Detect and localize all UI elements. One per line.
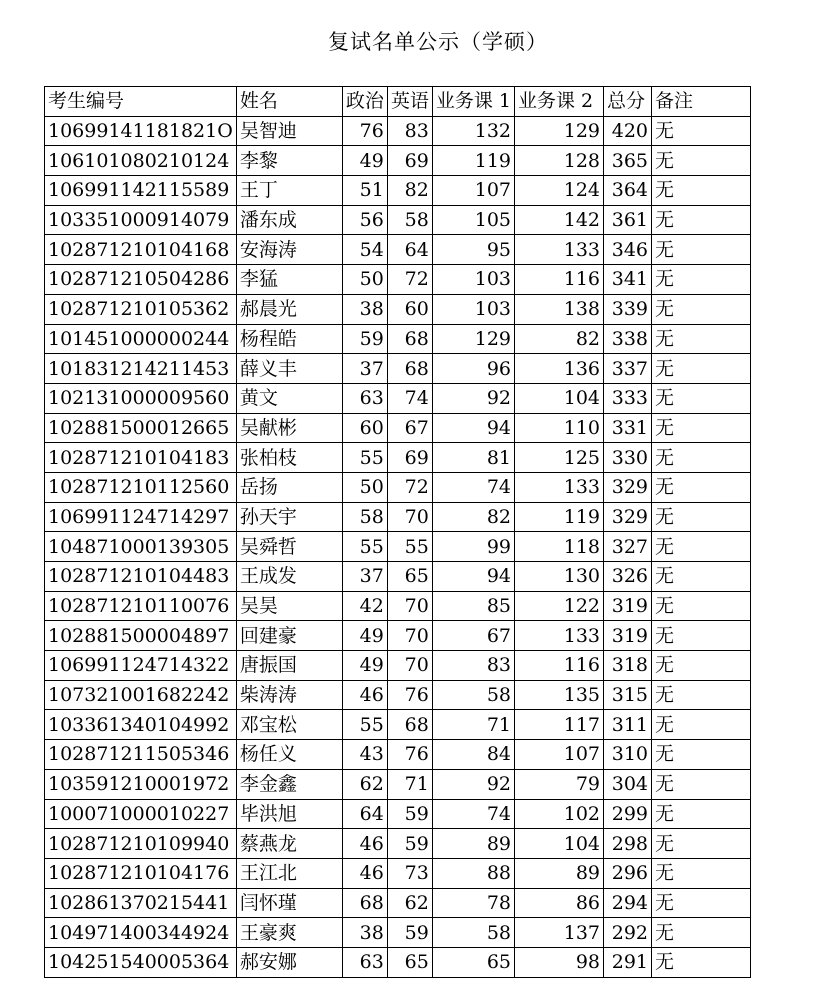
cell-total: 420 bbox=[604, 116, 652, 146]
table-header-row bbox=[45, 87, 751, 117]
cell-note: 无 bbox=[652, 413, 751, 443]
cell-course-1: 107 bbox=[432, 176, 514, 206]
header-english: 英语 bbox=[387, 87, 432, 117]
cell-total: 327 bbox=[604, 532, 652, 562]
cell-note: 无 bbox=[652, 502, 751, 532]
cell-candidate-id: 101831214211453 bbox=[45, 354, 237, 384]
cell-english: 68 bbox=[387, 710, 432, 740]
cell-total: 337 bbox=[604, 354, 652, 384]
cell-note: 无 bbox=[652, 621, 751, 651]
cell-english: 70 bbox=[387, 621, 432, 651]
cell-note: 无 bbox=[652, 176, 751, 206]
cell-politics: 55 bbox=[342, 532, 387, 562]
cell-total: 339 bbox=[604, 294, 652, 324]
cell-note: 无 bbox=[652, 472, 751, 502]
cell-course-1: 119 bbox=[432, 146, 514, 176]
cell-course-2: 82 bbox=[515, 324, 604, 354]
cell-politics: 62 bbox=[342, 769, 387, 799]
cell-total: 294 bbox=[604, 888, 652, 918]
cell-name: 邓宝松 bbox=[236, 710, 342, 740]
cell-course-2: 136 bbox=[515, 354, 604, 384]
table-row bbox=[45, 324, 751, 354]
table-row bbox=[45, 680, 751, 710]
cell-name: 岳扬 bbox=[236, 472, 342, 502]
cell-candidate-id: 104251540005364 bbox=[45, 947, 237, 977]
header-course-2: 业务课 2 bbox=[515, 87, 604, 117]
cell-note: 无 bbox=[652, 918, 751, 948]
cell-politics: 63 bbox=[342, 947, 387, 977]
cell-name: 吴献彬 bbox=[236, 413, 342, 443]
cell-course-1: 81 bbox=[432, 443, 514, 473]
cell-note: 无 bbox=[652, 858, 751, 888]
cell-note: 无 bbox=[652, 265, 751, 295]
cell-name: 柴涛涛 bbox=[236, 680, 342, 710]
cell-total: 333 bbox=[604, 383, 652, 413]
cell-candidate-id: 101451000000244 bbox=[45, 324, 237, 354]
cell-name: 李猛 bbox=[236, 265, 342, 295]
cell-name: 薛义丰 bbox=[236, 354, 342, 384]
cell-note: 无 bbox=[652, 888, 751, 918]
cell-candidate-id: 107321001682242 bbox=[45, 680, 237, 710]
cell-total: 341 bbox=[604, 265, 652, 295]
cell-english: 60 bbox=[387, 294, 432, 324]
cell-english: 68 bbox=[387, 354, 432, 384]
cell-note: 无 bbox=[652, 235, 751, 265]
cell-candidate-id: 10699141181821O bbox=[45, 116, 237, 146]
cell-total: 330 bbox=[604, 443, 652, 473]
cell-politics: 64 bbox=[342, 799, 387, 829]
cell-politics: 59 bbox=[342, 324, 387, 354]
cell-course-2: 104 bbox=[515, 383, 604, 413]
cell-candidate-id: 103591210001972 bbox=[45, 769, 237, 799]
cell-total: 299 bbox=[604, 799, 652, 829]
cell-politics: 46 bbox=[342, 858, 387, 888]
cell-name: 闫怀瑾 bbox=[236, 888, 342, 918]
cell-name: 回建豪 bbox=[236, 621, 342, 651]
header-note: 备注 bbox=[652, 87, 751, 117]
cell-course-1: 83 bbox=[432, 651, 514, 681]
cell-name: 杨任义 bbox=[236, 740, 342, 770]
cell-course-2: 133 bbox=[515, 472, 604, 502]
cell-course-1: 103 bbox=[432, 265, 514, 295]
cell-politics: 55 bbox=[342, 710, 387, 740]
cell-course-2: 116 bbox=[515, 651, 604, 681]
cell-english: 73 bbox=[387, 858, 432, 888]
cell-total: 310 bbox=[604, 740, 652, 770]
cell-politics: 54 bbox=[342, 235, 387, 265]
cell-politics: 60 bbox=[342, 413, 387, 443]
cell-total: 361 bbox=[604, 205, 652, 235]
table-row bbox=[45, 858, 751, 888]
cell-name: 黄文 bbox=[236, 383, 342, 413]
cell-note: 无 bbox=[652, 740, 751, 770]
cell-note: 无 bbox=[652, 562, 751, 592]
cell-total: 298 bbox=[604, 829, 652, 859]
cell-course-1: 92 bbox=[432, 769, 514, 799]
cell-name: 郝晨光 bbox=[236, 294, 342, 324]
cell-course-1: 82 bbox=[432, 502, 514, 532]
cell-course-1: 65 bbox=[432, 947, 514, 977]
cell-politics: 50 bbox=[342, 472, 387, 502]
cell-politics: 43 bbox=[342, 740, 387, 770]
cell-course-2: 133 bbox=[515, 235, 604, 265]
cell-english: 59 bbox=[387, 918, 432, 948]
cell-candidate-id: 102871210104183 bbox=[45, 443, 237, 473]
cell-total: 304 bbox=[604, 769, 652, 799]
table-row bbox=[45, 146, 751, 176]
cell-course-1: 99 bbox=[432, 532, 514, 562]
cell-candidate-id: 104971400344924 bbox=[45, 918, 237, 948]
cell-note: 无 bbox=[652, 591, 751, 621]
cell-name: 吴昊 bbox=[236, 591, 342, 621]
cell-english: 71 bbox=[387, 769, 432, 799]
table-row bbox=[45, 888, 751, 918]
cell-course-1: 58 bbox=[432, 918, 514, 948]
table-row bbox=[45, 176, 751, 206]
cell-politics: 49 bbox=[342, 621, 387, 651]
cell-note: 无 bbox=[652, 324, 751, 354]
header-politics: 政治 bbox=[342, 87, 387, 117]
cell-course-1: 84 bbox=[432, 740, 514, 770]
cell-note: 无 bbox=[652, 146, 751, 176]
table-row bbox=[45, 443, 751, 473]
cell-total: 365 bbox=[604, 146, 652, 176]
cell-course-2: 119 bbox=[515, 502, 604, 532]
cell-total: 292 bbox=[604, 918, 652, 948]
cell-course-2: 142 bbox=[515, 205, 604, 235]
cell-course-1: 89 bbox=[432, 829, 514, 859]
cell-politics: 76 bbox=[342, 116, 387, 146]
cell-course-1: 94 bbox=[432, 413, 514, 443]
cell-course-2: 118 bbox=[515, 532, 604, 562]
cell-course-2: 86 bbox=[515, 888, 604, 918]
cell-course-1: 88 bbox=[432, 858, 514, 888]
cell-candidate-id: 104871000139305 bbox=[45, 532, 237, 562]
cell-politics: 68 bbox=[342, 888, 387, 918]
cell-total: 364 bbox=[604, 176, 652, 206]
cell-course-2: 79 bbox=[515, 769, 604, 799]
cell-politics: 49 bbox=[342, 651, 387, 681]
cell-english: 65 bbox=[387, 947, 432, 977]
table-row bbox=[45, 740, 751, 770]
cell-english: 69 bbox=[387, 146, 432, 176]
cell-name: 王成发 bbox=[236, 562, 342, 592]
cell-candidate-id: 103361340104992 bbox=[45, 710, 237, 740]
cell-politics: 50 bbox=[342, 265, 387, 295]
cell-politics: 56 bbox=[342, 205, 387, 235]
cell-note: 无 bbox=[652, 799, 751, 829]
header-total: 总分 bbox=[604, 87, 652, 117]
cell-english: 70 bbox=[387, 651, 432, 681]
cell-politics: 38 bbox=[342, 294, 387, 324]
cell-politics: 37 bbox=[342, 354, 387, 384]
cell-english: 59 bbox=[387, 799, 432, 829]
cell-note: 无 bbox=[652, 294, 751, 324]
table-row bbox=[45, 562, 751, 592]
cell-note: 无 bbox=[652, 947, 751, 977]
cell-note: 无 bbox=[652, 769, 751, 799]
cell-course-1: 96 bbox=[432, 354, 514, 384]
candidate-table bbox=[44, 86, 751, 978]
table-row bbox=[45, 591, 751, 621]
cell-total: 318 bbox=[604, 651, 652, 681]
cell-course-2: 104 bbox=[515, 829, 604, 859]
cell-english: 58 bbox=[387, 205, 432, 235]
cell-candidate-id: 102871210104168 bbox=[45, 235, 237, 265]
cell-english: 74 bbox=[387, 383, 432, 413]
cell-candidate-id: 102861370215441 bbox=[45, 888, 237, 918]
cell-name: 张柏枝 bbox=[236, 443, 342, 473]
cell-note: 无 bbox=[652, 829, 751, 859]
table-row bbox=[45, 413, 751, 443]
cell-course-2: 102 bbox=[515, 799, 604, 829]
cell-course-2: 117 bbox=[515, 710, 604, 740]
cell-note: 无 bbox=[652, 443, 751, 473]
cell-candidate-id: 102871210104176 bbox=[45, 858, 237, 888]
cell-politics: 58 bbox=[342, 502, 387, 532]
cell-name: 郝安娜 bbox=[236, 947, 342, 977]
cell-course-2: 110 bbox=[515, 413, 604, 443]
table-row bbox=[45, 769, 751, 799]
cell-politics: 63 bbox=[342, 383, 387, 413]
cell-course-1: 132 bbox=[432, 116, 514, 146]
cell-candidate-id: 103351000914079 bbox=[45, 205, 237, 235]
table-row bbox=[45, 621, 751, 651]
cell-english: 67 bbox=[387, 413, 432, 443]
cell-english: 83 bbox=[387, 116, 432, 146]
cell-candidate-id: 102871210504286 bbox=[45, 265, 237, 295]
cell-candidate-id: 106991124714322 bbox=[45, 651, 237, 681]
cell-course-2: 116 bbox=[515, 265, 604, 295]
cell-course-1: 74 bbox=[432, 799, 514, 829]
cell-course-2: 138 bbox=[515, 294, 604, 324]
cell-name: 毕洪旭 bbox=[236, 799, 342, 829]
cell-name: 王豪爽 bbox=[236, 918, 342, 948]
cell-course-1: 85 bbox=[432, 591, 514, 621]
cell-english: 70 bbox=[387, 591, 432, 621]
cell-name: 王丁 bbox=[236, 176, 342, 206]
cell-course-1: 71 bbox=[432, 710, 514, 740]
cell-english: 76 bbox=[387, 740, 432, 770]
cell-candidate-id: 106991124714297 bbox=[45, 502, 237, 532]
cell-note: 无 bbox=[652, 680, 751, 710]
table-row bbox=[45, 710, 751, 740]
table-row bbox=[45, 502, 751, 532]
cell-name: 潘东成 bbox=[236, 205, 342, 235]
cell-candidate-id: 102871210109940 bbox=[45, 829, 237, 859]
cell-note: 无 bbox=[652, 205, 751, 235]
cell-course-1: 74 bbox=[432, 472, 514, 502]
cell-total: 311 bbox=[604, 710, 652, 740]
cell-politics: 49 bbox=[342, 146, 387, 176]
cell-candidate-id: 102881500004897 bbox=[45, 621, 237, 651]
table-row bbox=[45, 799, 751, 829]
cell-course-2: 135 bbox=[515, 680, 604, 710]
table-row bbox=[45, 354, 751, 384]
cell-total: 329 bbox=[604, 472, 652, 502]
cell-politics: 42 bbox=[342, 591, 387, 621]
table-row bbox=[45, 265, 751, 295]
cell-candidate-id: 102871210112560 bbox=[45, 472, 237, 502]
cell-english: 62 bbox=[387, 888, 432, 918]
cell-name: 唐振国 bbox=[236, 651, 342, 681]
cell-politics: 51 bbox=[342, 176, 387, 206]
cell-course-1: 95 bbox=[432, 235, 514, 265]
cell-note: 无 bbox=[652, 532, 751, 562]
cell-candidate-id: 102871210104483 bbox=[45, 562, 237, 592]
cell-note: 无 bbox=[652, 354, 751, 384]
table-row bbox=[45, 383, 751, 413]
cell-candidate-id: 106991142115589 bbox=[45, 176, 237, 206]
cell-course-1: 103 bbox=[432, 294, 514, 324]
cell-candidate-id: 102131000009560 bbox=[45, 383, 237, 413]
cell-name: 吴智迪 bbox=[236, 116, 342, 146]
cell-total: 296 bbox=[604, 858, 652, 888]
cell-candidate-id: 100071000010227 bbox=[45, 799, 237, 829]
cell-english: 72 bbox=[387, 472, 432, 502]
cell-course-1: 129 bbox=[432, 324, 514, 354]
table-row bbox=[45, 532, 751, 562]
cell-course-2: 125 bbox=[515, 443, 604, 473]
cell-course-2: 107 bbox=[515, 740, 604, 770]
cell-candidate-id: 102871210105362 bbox=[45, 294, 237, 324]
page-title: 复试名单公示（学硕） bbox=[328, 30, 548, 54]
cell-note: 无 bbox=[652, 651, 751, 681]
cell-candidate-id: 102871210110076 bbox=[45, 591, 237, 621]
cell-course-2: 133 bbox=[515, 621, 604, 651]
cell-total: 331 bbox=[604, 413, 652, 443]
cell-total: 338 bbox=[604, 324, 652, 354]
cell-english: 68 bbox=[387, 324, 432, 354]
cell-name: 孙天宇 bbox=[236, 502, 342, 532]
cell-total: 291 bbox=[604, 947, 652, 977]
cell-english: 59 bbox=[387, 829, 432, 859]
cell-course-1: 94 bbox=[432, 562, 514, 592]
cell-course-1: 105 bbox=[432, 205, 514, 235]
cell-candidate-id: 102881500012665 bbox=[45, 413, 237, 443]
cell-politics: 37 bbox=[342, 562, 387, 592]
table-row bbox=[45, 947, 751, 977]
cell-note: 无 bbox=[652, 710, 751, 740]
header-name: 姓名 bbox=[236, 87, 342, 117]
cell-note: 无 bbox=[652, 383, 751, 413]
cell-politics: 46 bbox=[342, 829, 387, 859]
cell-english: 69 bbox=[387, 443, 432, 473]
table-row bbox=[45, 294, 751, 324]
cell-english: 64 bbox=[387, 235, 432, 265]
cell-name: 王江北 bbox=[236, 858, 342, 888]
cell-course-2: 137 bbox=[515, 918, 604, 948]
header-course-1: 业务课 1 bbox=[432, 87, 514, 117]
table-row bbox=[45, 205, 751, 235]
cell-english: 82 bbox=[387, 176, 432, 206]
cell-name: 李金鑫 bbox=[236, 769, 342, 799]
cell-course-2: 130 bbox=[515, 562, 604, 592]
cell-course-1: 92 bbox=[432, 383, 514, 413]
table-row bbox=[45, 918, 751, 948]
header-candidate-id: 考生编号 bbox=[45, 87, 237, 117]
cell-total: 315 bbox=[604, 680, 652, 710]
cell-total: 326 bbox=[604, 562, 652, 592]
cell-course-2: 122 bbox=[515, 591, 604, 621]
cell-politics: 55 bbox=[342, 443, 387, 473]
cell-total: 319 bbox=[604, 621, 652, 651]
cell-course-2: 89 bbox=[515, 858, 604, 888]
table-row bbox=[45, 235, 751, 265]
table-row bbox=[45, 472, 751, 502]
cell-course-2: 98 bbox=[515, 947, 604, 977]
cell-course-2: 124 bbox=[515, 176, 604, 206]
cell-name: 吴舜哲 bbox=[236, 532, 342, 562]
cell-total: 319 bbox=[604, 591, 652, 621]
cell-name: 李黎 bbox=[236, 146, 342, 176]
cell-course-2: 128 bbox=[515, 146, 604, 176]
cell-name: 杨程皓 bbox=[236, 324, 342, 354]
cell-name: 蔡燕龙 bbox=[236, 829, 342, 859]
cell-english: 70 bbox=[387, 502, 432, 532]
table-row bbox=[45, 829, 751, 859]
cell-politics: 38 bbox=[342, 918, 387, 948]
cell-english: 55 bbox=[387, 532, 432, 562]
cell-course-2: 129 bbox=[515, 116, 604, 146]
cell-candidate-id: 106101080210124 bbox=[45, 146, 237, 176]
cell-politics: 46 bbox=[342, 680, 387, 710]
cell-course-1: 58 bbox=[432, 680, 514, 710]
cell-english: 76 bbox=[387, 680, 432, 710]
cell-course-1: 78 bbox=[432, 888, 514, 918]
cell-name: 安海涛 bbox=[236, 235, 342, 265]
cell-candidate-id: 102871211505346 bbox=[45, 740, 237, 770]
cell-note: 无 bbox=[652, 116, 751, 146]
table-row bbox=[45, 651, 751, 681]
cell-total: 346 bbox=[604, 235, 652, 265]
cell-course-1: 67 bbox=[432, 621, 514, 651]
table-row bbox=[45, 116, 751, 146]
cell-total: 329 bbox=[604, 502, 652, 532]
cell-english: 65 bbox=[387, 562, 432, 592]
cell-english: 72 bbox=[387, 265, 432, 295]
